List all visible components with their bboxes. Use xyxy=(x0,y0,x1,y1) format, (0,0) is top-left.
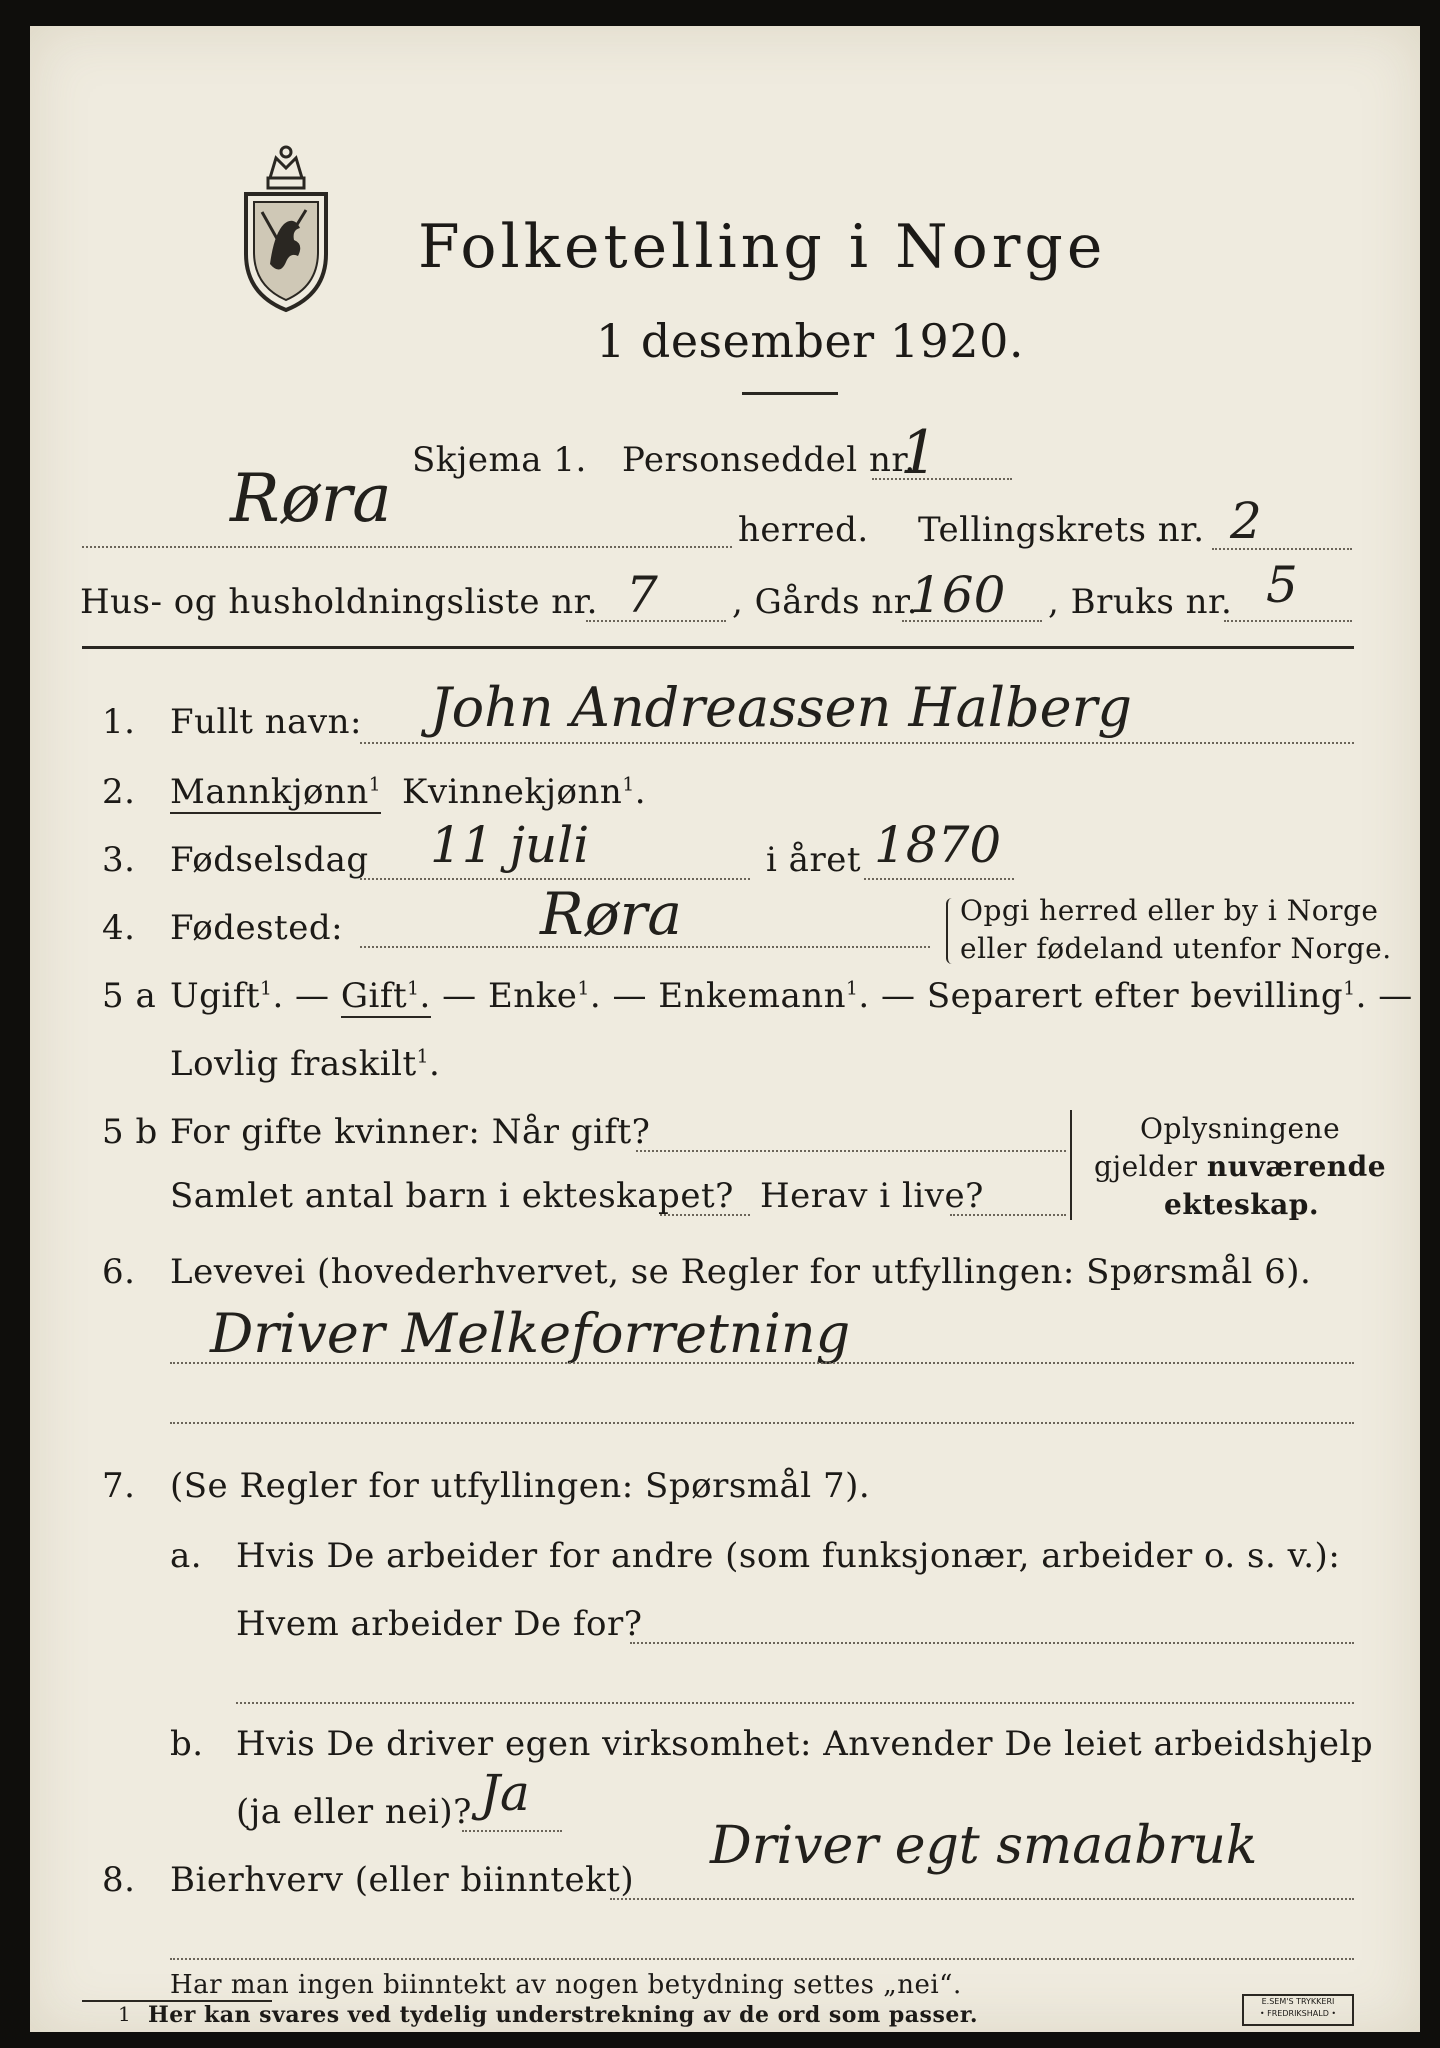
hus-label: Hus- og husholdningsliste nr. xyxy=(80,582,598,622)
herred-line xyxy=(82,546,732,548)
q1-label: Fullt navn: xyxy=(170,702,362,742)
printer-stamp xyxy=(1242,1994,1354,2026)
q3-number: 3. xyxy=(102,840,136,880)
q7b-letter: b. xyxy=(170,1724,204,1764)
q7b-label: Hvis De driver egen virksomhet: Anvender De leiet arbeidshjelp xyxy=(236,1724,1374,1764)
q5b-live-line xyxy=(950,1214,1066,1216)
q8-label: Bierhverv (eller biinntekt) xyxy=(170,1860,635,1900)
personseddel-value: 1 xyxy=(900,418,939,488)
q6-line-1 xyxy=(170,1362,1354,1364)
q2-kvinnekjonn: Kvinnekjønn$^1$. xyxy=(402,772,647,812)
q4-number: 4. xyxy=(102,908,136,948)
q3-year-line xyxy=(864,878,1014,880)
census-form-sheet xyxy=(30,26,1420,2032)
tellingskrets-label: Tellingskrets nr. xyxy=(918,510,1205,550)
q5a-options: Ugift$^1$. — Gift$^1$. — Enke$^1$. — Enkemann$^1$. — Separert efter bevilling$^1$. — xyxy=(170,976,1413,1016)
q3-year-label: i året xyxy=(766,840,861,880)
q5b-barn-line xyxy=(660,1214,750,1216)
q4-note-1: Opgi herred eller by i Norge xyxy=(960,894,1379,927)
skjema-label: Skjema 1. xyxy=(412,440,587,480)
q3-year-value: 1870 xyxy=(874,816,1002,874)
coat-of-arms-icon xyxy=(240,144,332,314)
tellingskrets-value: 2 xyxy=(1230,492,1262,550)
q4-note-brace xyxy=(946,898,954,964)
gards-label: , Gårds nr. xyxy=(732,582,919,622)
q7b-line xyxy=(462,1830,562,1832)
q2-mannkjonn: Mannkjønn$^1$ xyxy=(170,772,382,812)
q6-line-2 xyxy=(170,1422,1354,1424)
q7a-label: Hvis De arbeider for andre (som funksjonær, arbeider o. s. v.): xyxy=(236,1536,1341,1576)
q6-number: 6. xyxy=(102,1252,136,1292)
title-divider xyxy=(742,392,838,395)
q5a-number: 5 a xyxy=(102,976,157,1016)
footnote-number: 1 xyxy=(118,2002,132,2026)
herred-value: Røra xyxy=(230,460,392,537)
page-title: Folketelling i Norge xyxy=(418,212,1107,282)
q3-value: 11 juli xyxy=(430,816,590,874)
q5b-number: 5 b xyxy=(102,1112,158,1152)
q7-label: (Se Regler for utfyllingen: Spørsmål 7). xyxy=(170,1466,871,1506)
personseddel-label: Personseddel nr. xyxy=(622,440,916,480)
q3-label: Fødselsdag xyxy=(170,840,369,880)
q5a-lovlig: Lovlig fraskilt$^1$. xyxy=(170,1044,441,1084)
q1-line xyxy=(360,742,1354,744)
hus-value: 7 xyxy=(626,566,658,624)
q7b-value: Ja xyxy=(480,1764,530,1822)
q8-number: 8. xyxy=(102,1860,136,1900)
printer-name: E.SEM'S TRYKKERI xyxy=(1261,1997,1335,2006)
q5b-note-brace xyxy=(1070,1110,1078,1220)
personseddel-line xyxy=(872,478,1012,480)
q6-label: Levevei (hovederhvervet, se Regler for utfyllingen: Spørsmål 6). xyxy=(170,1252,1312,1292)
header-rule xyxy=(82,646,1354,649)
census-date: 1 desember 1920. xyxy=(596,314,1024,368)
q7a-hvem-line xyxy=(630,1642,1354,1644)
q2-number: 2. xyxy=(102,772,136,812)
gards-value: 160 xyxy=(910,566,1006,624)
q5b-gift-line xyxy=(636,1150,1066,1152)
q5a-gift-underlined: Gift$^1$. xyxy=(340,976,431,1016)
bruks-label: , Bruks nr. xyxy=(1048,582,1233,622)
q5b-note-1: Oplysningene xyxy=(1140,1112,1341,1145)
q7a-line-2 xyxy=(236,1702,1354,1704)
q5b-live: Herav i live? xyxy=(760,1176,984,1216)
q8-value: Driver egt smaabruk xyxy=(710,1816,1258,1876)
q4-label: Fødested: xyxy=(170,908,344,948)
q7a-hvem: Hvem arbeider De for? xyxy=(236,1604,643,1644)
footnote: Her kan svares ved tydelig understrekning av de ord som passer. xyxy=(148,2002,979,2028)
bruks-line xyxy=(1224,620,1352,622)
q7b-janei: (ja eller nei)? xyxy=(236,1792,472,1832)
q5b-label: For gifte kvinner: Når gift? xyxy=(170,1112,651,1152)
q5b-barn: Samlet antal barn i ekteskapet? xyxy=(170,1176,734,1216)
q7a-letter: a. xyxy=(170,1536,203,1576)
herred-label: herred. xyxy=(738,510,869,550)
q5b-note-2: gjelder nuværende xyxy=(1094,1150,1387,1183)
q7-number: 7. xyxy=(102,1466,136,1506)
q1-number: 1. xyxy=(102,702,136,742)
footer-note: Har man ingen biinntekt av nogen betydning settes „nei“. xyxy=(170,1970,962,2000)
q8-line xyxy=(610,1898,1354,1900)
q4-value: Røra xyxy=(540,880,682,948)
q8-line-2 xyxy=(170,1958,1354,1960)
printer-place: • FREDRIKSHALD • xyxy=(1259,2009,1337,2018)
q5b-note-3: ekteskap. xyxy=(1164,1188,1320,1221)
q4-note-2: eller fødeland utenfor Norge. xyxy=(960,932,1392,965)
q1-value: John Andreassen Halberg xyxy=(430,676,1132,739)
bruks-value: 5 xyxy=(1266,556,1298,614)
q6-value: Driver Melkeforretning xyxy=(210,1302,851,1365)
